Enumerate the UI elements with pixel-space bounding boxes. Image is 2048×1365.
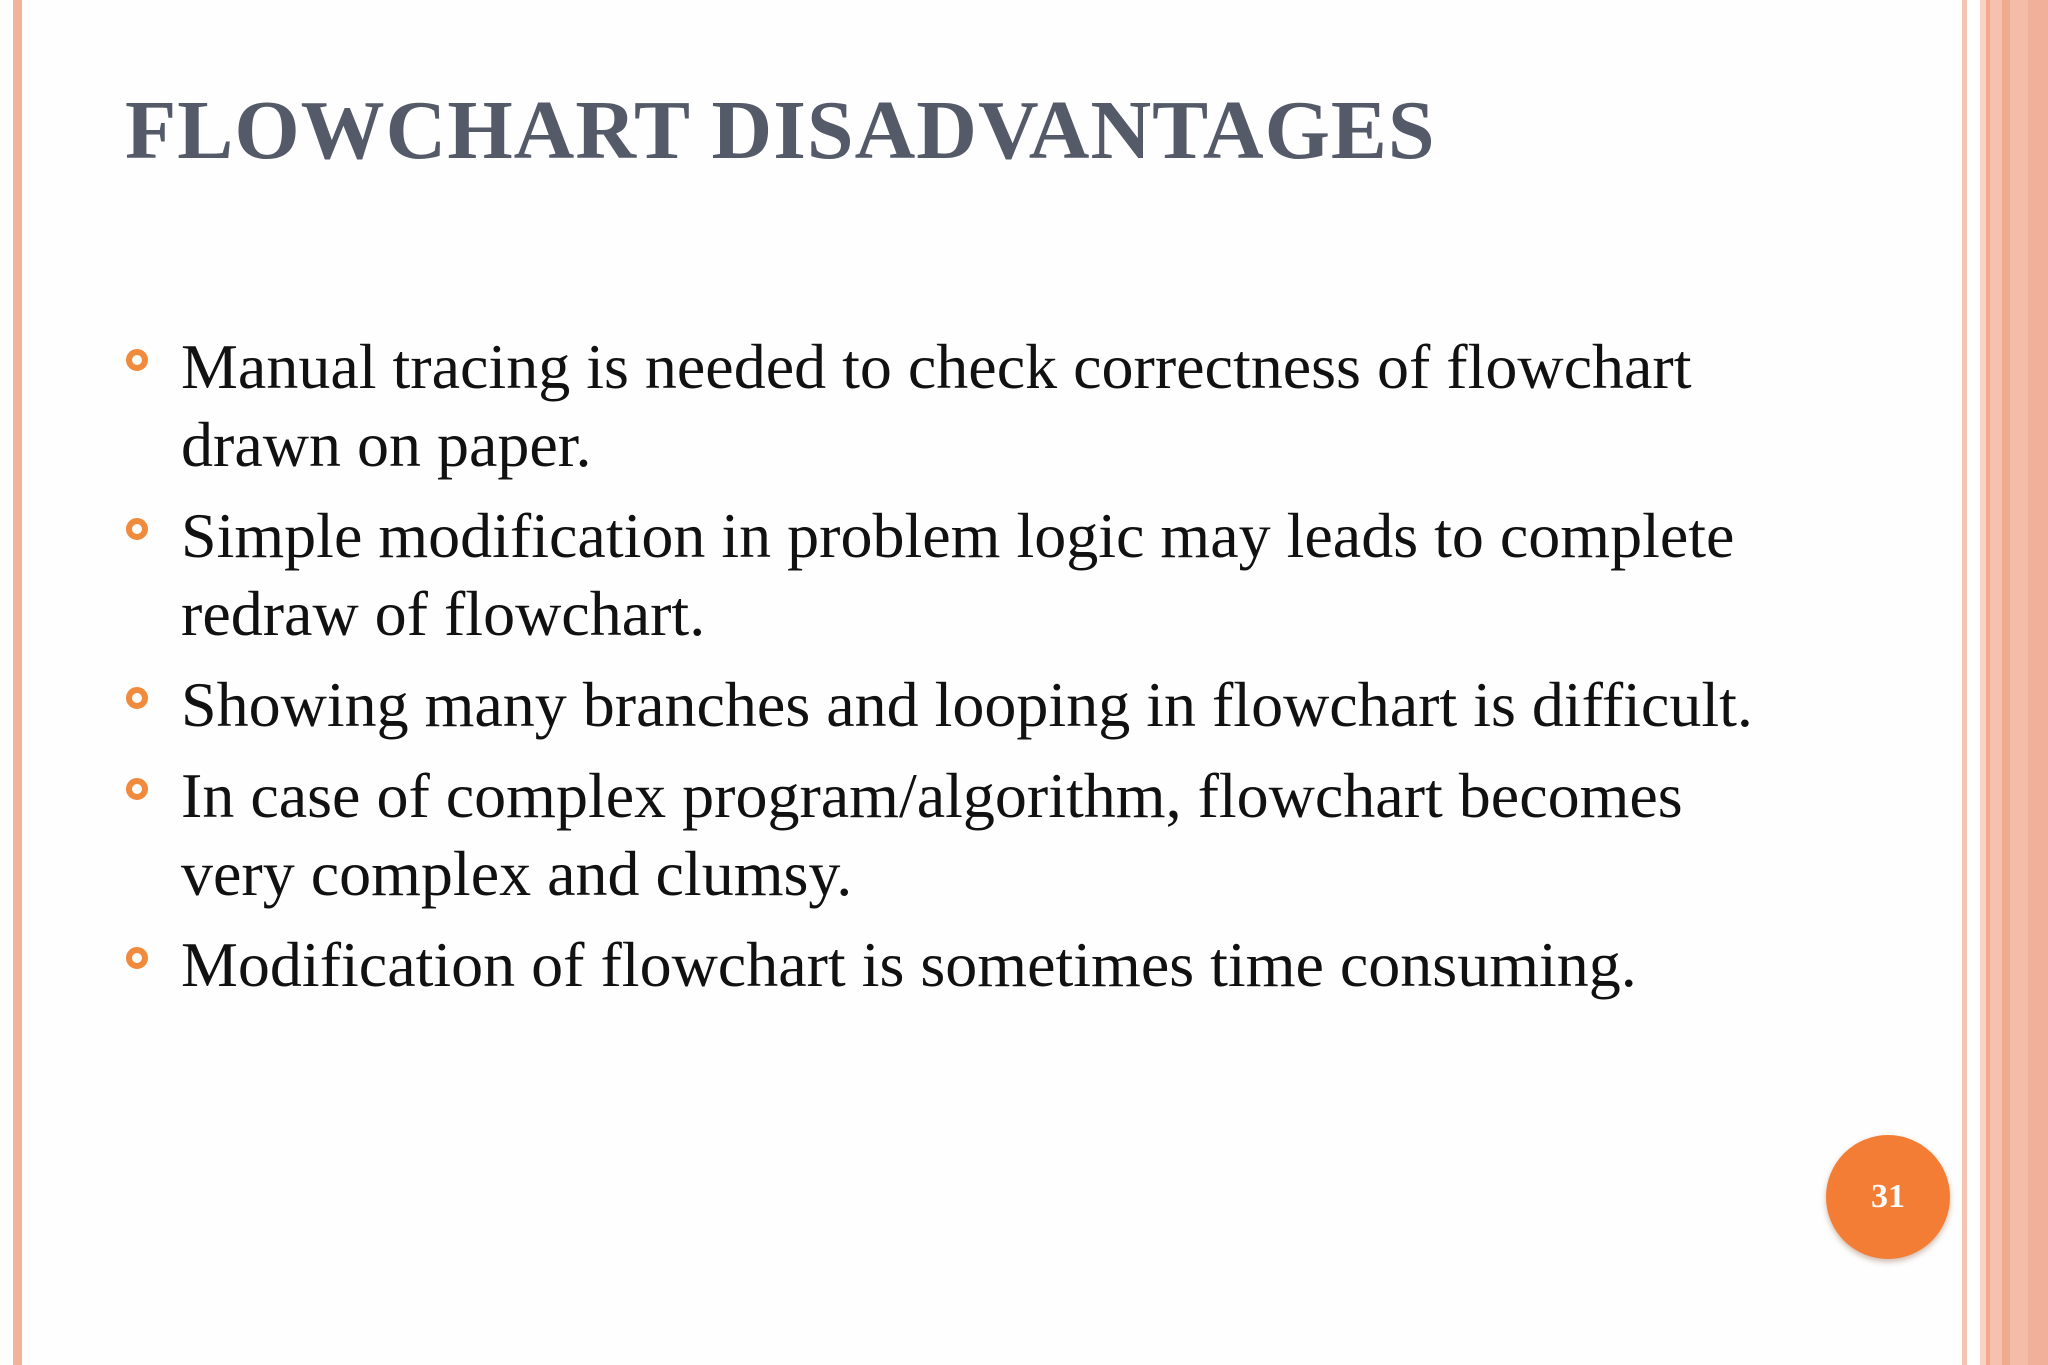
bullet-item xyxy=(125,666,1765,744)
circle-bullet-icon xyxy=(126,349,148,371)
page-number-badge xyxy=(1826,1135,1950,1259)
bullet-text: In case of complex program/algorithm, flowchart becomes very complex and clumsy. xyxy=(181,760,1683,909)
bullet-list xyxy=(125,328,1765,1017)
circle-bullet-icon xyxy=(126,687,148,709)
bullet-item xyxy=(125,757,1765,913)
bullet-item xyxy=(125,497,1765,653)
bullet-item xyxy=(125,328,1765,484)
bullet-text: Manual tracing is needed to check correctness of flowchart drawn on paper. xyxy=(181,331,1692,480)
circle-bullet-icon xyxy=(126,518,148,540)
bullet-text: Simple modification in problem logic may leads to complete redraw of flowchart. xyxy=(181,500,1735,649)
page-number: 31 xyxy=(1871,1178,1905,1215)
bullet-item xyxy=(125,926,1765,1004)
bullet-text: Modification of flowchart is sometimes time consuming. xyxy=(181,929,1637,1000)
bullet-text: Showing many branches and looping in flowchart is difficult. xyxy=(181,669,1753,740)
circle-bullet-icon xyxy=(126,778,148,800)
right-decorative-stripes xyxy=(1958,0,2048,1365)
left-border-stripe xyxy=(13,0,22,1365)
slide-title: FLOWCHART DISADVANTAGES xyxy=(125,84,1436,177)
circle-bullet-icon xyxy=(126,947,148,969)
